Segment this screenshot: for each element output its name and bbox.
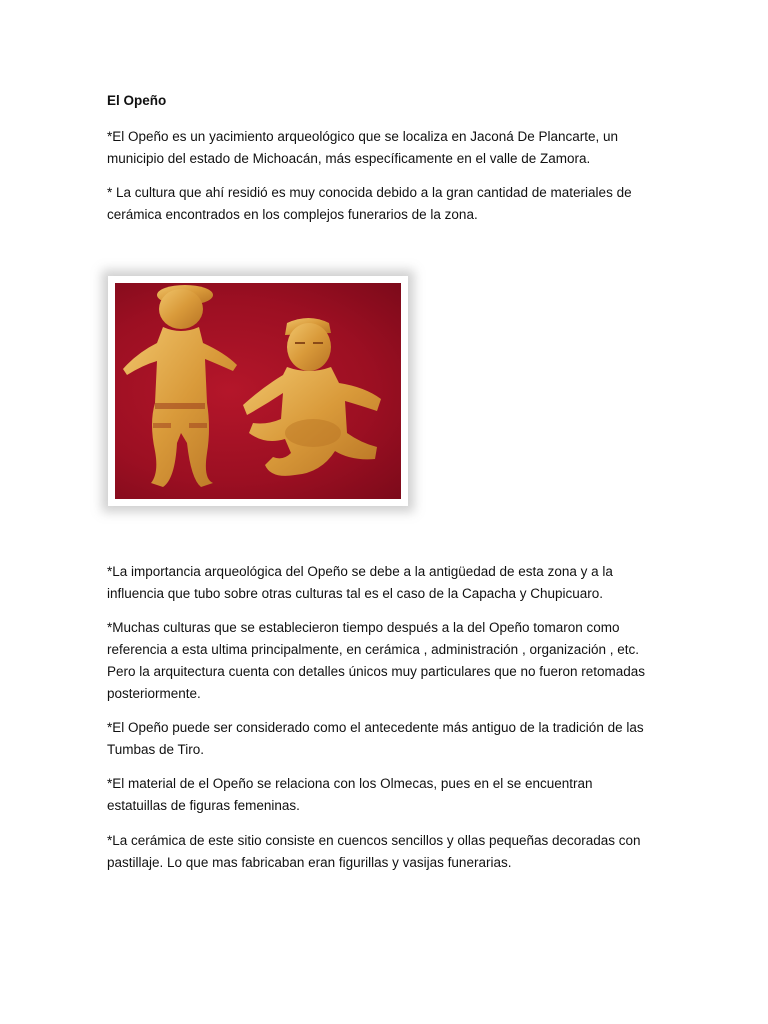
paragraph-line: *La cerámica de este sitio consiste en cuencos sencillos y ollas pequeñas decoradas con	[107, 833, 641, 848]
paragraph-line: estatuillas de figuras femeninas.	[107, 798, 300, 813]
paragraph-culture	[107, 182, 687, 226]
paragraph-line: posteriormente.	[107, 686, 201, 701]
standing-figurine	[123, 285, 237, 487]
paragraph-ceramics	[107, 830, 687, 874]
paragraph-line: referencia a esta ultima principalmente, en cerámica , administración , organización , etc.	[107, 642, 640, 657]
paragraph-line: Pero la arquitectura cuenta con detalles únicos muy particulares que no fueron retomadas	[107, 664, 646, 679]
paragraph-line: *La importancia arqueológica del Opeño se debe a la antigüedad de esta zona y a la	[107, 564, 613, 579]
paragraph-line: municipio del estado de Michoacán, más específicamente en el valle de Zamora.	[107, 151, 591, 166]
paragraph-tombs	[107, 717, 687, 761]
paragraph-line: * La cultura que ahí residió es muy conocida debido a la gran cantidad de materiales de	[107, 185, 632, 200]
paragraph-location	[107, 126, 687, 170]
document-title: El Opeño	[107, 93, 167, 108]
paragraph-influence	[107, 617, 687, 705]
paragraph-line: cerámica encontrados en los complejos funerarios de la zona.	[107, 207, 478, 222]
paragraph-line: pastillaje. Lo que mas fabricaban eran figurillas y vasijas funerarias.	[107, 855, 512, 870]
paragraph-line: Tumbas de Tiro.	[107, 742, 205, 757]
paragraph-line: *El Opeño es un yacimiento arqueológico que se localiza en Jaconá De Plancarte, un	[107, 129, 619, 144]
paragraph-line: *El material de el Opeño se relaciona con los Olmecas, pues en el se encuentran	[107, 776, 593, 791]
paragraph-line: influencia que tubo sobre otras culturas tal es el caso de la Capacha y Chupicuaro.	[107, 586, 604, 601]
paragraph-line: *El Opeño puede ser considerado como el antecedente más antiguo de la tradición de las	[107, 720, 644, 735]
clay-figurines-photo	[115, 283, 401, 499]
paragraph-olmecs	[107, 773, 687, 817]
seated-figurine	[243, 318, 381, 476]
paragraph-importance	[107, 561, 687, 605]
paragraph-line: *Muchas culturas que se establecieron tiempo después a la del Opeño tomaron como	[107, 620, 620, 635]
figurines-illustration	[115, 283, 401, 499]
